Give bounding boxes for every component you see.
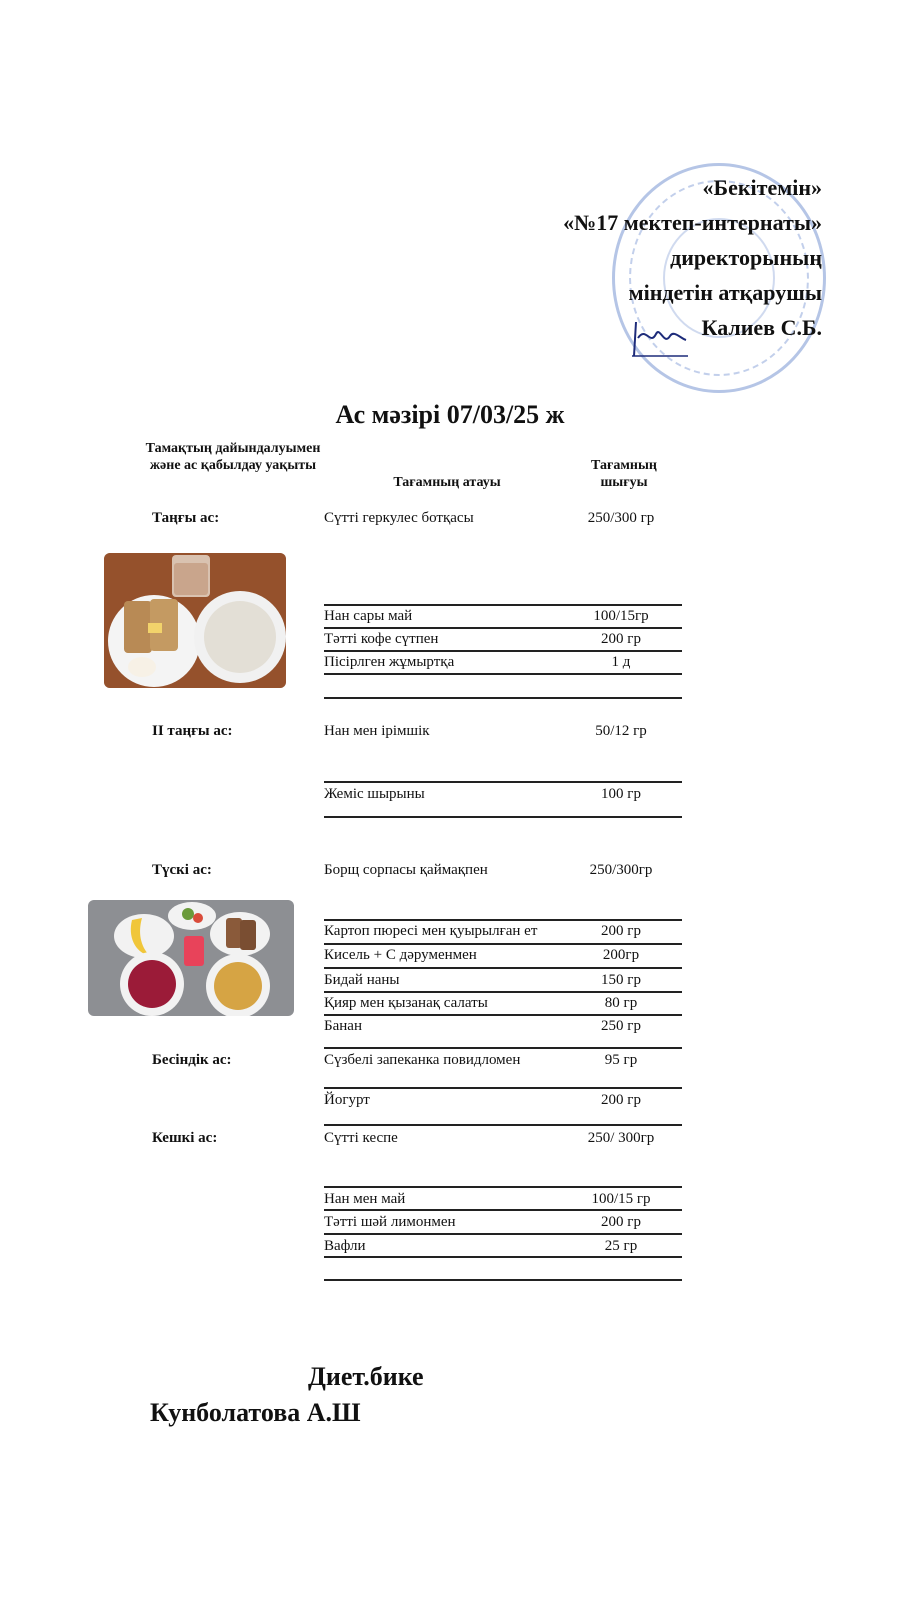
dish-name: Нан сары май bbox=[324, 608, 413, 624]
dish-name: Нан мен ірімшік bbox=[324, 723, 430, 739]
dish-name: Сүтті геркулес ботқасы bbox=[324, 510, 474, 526]
dish-quantity: 250 гр bbox=[601, 1018, 641, 1034]
dish-name: Тәтті шәй лимонмен bbox=[324, 1214, 456, 1230]
table-rule bbox=[324, 627, 682, 629]
approval-line-1: «Бекітемін» bbox=[702, 175, 822, 200]
table-rule bbox=[324, 604, 682, 606]
table-rule bbox=[324, 673, 682, 675]
header-output: Тағамның шығуы bbox=[591, 458, 657, 490]
table-rule bbox=[324, 1233, 682, 1235]
table-rule bbox=[324, 991, 682, 993]
page-title: Ас мәзірі 07/03/25 ж bbox=[335, 400, 565, 429]
table-rule bbox=[324, 650, 682, 652]
dish-quantity: 25 гр bbox=[604, 1238, 638, 1254]
dietitian-name: Кунболатова А.Ш bbox=[150, 1398, 361, 1427]
dish-name: Сүзбелі запеканка повидломен bbox=[324, 1052, 521, 1068]
dish-quantity: 200 гр bbox=[601, 631, 641, 647]
dish-quantity: 200 гр bbox=[601, 1092, 641, 1108]
dish-name: Қияр мен қызанақ салаты bbox=[324, 995, 488, 1011]
dish-quantity: 200 гр bbox=[601, 923, 641, 939]
header-dish-name: Тағамның атауы bbox=[393, 475, 501, 490]
table-rule bbox=[324, 1014, 682, 1016]
table-rule bbox=[324, 967, 682, 969]
approval-line-4: міндетін атқарушы bbox=[628, 280, 822, 305]
dish-name: Борщ сорпасы қаймақпен bbox=[324, 862, 488, 878]
dish-quantity: 100 гр bbox=[601, 786, 641, 802]
dish-quantity: 100/15гр bbox=[593, 608, 649, 624]
dish-name: Нан мен май bbox=[324, 1191, 406, 1207]
dish-name: Картоп пюресі мен қуырылған ет bbox=[324, 923, 538, 939]
table-rule bbox=[324, 1047, 682, 1049]
table-rule bbox=[324, 1209, 682, 1211]
approval-signer: Калиев С.Б. bbox=[701, 315, 822, 340]
lunch-photo bbox=[88, 900, 294, 1016]
dish-quantity: 250/300 гр bbox=[587, 510, 655, 526]
dish-quantity: 250/300гр bbox=[589, 862, 653, 878]
table-rule bbox=[324, 1186, 682, 1188]
dish-quantity: 95 гр bbox=[604, 1052, 638, 1068]
approval-block bbox=[563, 170, 822, 345]
signature-icon bbox=[630, 316, 690, 358]
dish-quantity: 250/ 300гр bbox=[587, 1130, 655, 1146]
meal-snack: Бесіндік ас: bbox=[152, 1052, 232, 1068]
dish-quantity: 80 гр bbox=[604, 995, 638, 1011]
dish-quantity: 100/15 гр bbox=[591, 1191, 651, 1207]
table-rule bbox=[324, 1124, 682, 1126]
dish-name: Бидай наны bbox=[324, 972, 400, 988]
dish-name: Пісірлген жұмыртқа bbox=[324, 654, 455, 670]
table-rule bbox=[324, 816, 682, 818]
dish-quantity: 200 гр bbox=[601, 1214, 641, 1230]
breakfast-photo bbox=[104, 553, 286, 688]
table-rule bbox=[324, 1279, 682, 1281]
dish-quantity: 150 гр bbox=[601, 972, 641, 988]
approval-line-3: директорының bbox=[670, 245, 822, 270]
dish-name: Вафли bbox=[324, 1238, 366, 1254]
table-rule bbox=[324, 1087, 682, 1089]
dish-name: Кисель + С дәруменмен bbox=[324, 947, 477, 963]
dish-quantity: 50/12 гр bbox=[595, 723, 647, 739]
table-rule bbox=[324, 697, 682, 699]
dish-name: Банан bbox=[324, 1018, 362, 1034]
meal-dinner: Кешкі ас: bbox=[152, 1130, 218, 1146]
dish-quantity: 200гр bbox=[602, 947, 640, 963]
approval-line-2: «№17 мектеп-интернаты» bbox=[563, 210, 822, 235]
meal-breakfast: Таңғы ас: bbox=[152, 510, 220, 526]
meal-lunch: Түскі ас: bbox=[152, 862, 212, 878]
dietitian-role: Диет.бике bbox=[308, 1362, 424, 1391]
table-rule bbox=[324, 1256, 682, 1258]
dish-name: Жеміс шырыны bbox=[324, 786, 425, 802]
dish-quantity: 1 д bbox=[611, 654, 631, 670]
dish-name: Тәтті кофе сүтпен bbox=[324, 631, 439, 647]
table-rule bbox=[324, 943, 682, 945]
dish-name: Йогурт bbox=[324, 1092, 370, 1108]
header-time: Тамақтың дайындалуымен және ас қабылдау уақыты bbox=[145, 441, 321, 473]
table-rule bbox=[324, 781, 682, 783]
table-rule bbox=[324, 919, 682, 921]
dish-name: Сүтті кеспе bbox=[324, 1130, 398, 1146]
meal-second-breakfast: ІІ таңғы ас: bbox=[152, 723, 233, 739]
